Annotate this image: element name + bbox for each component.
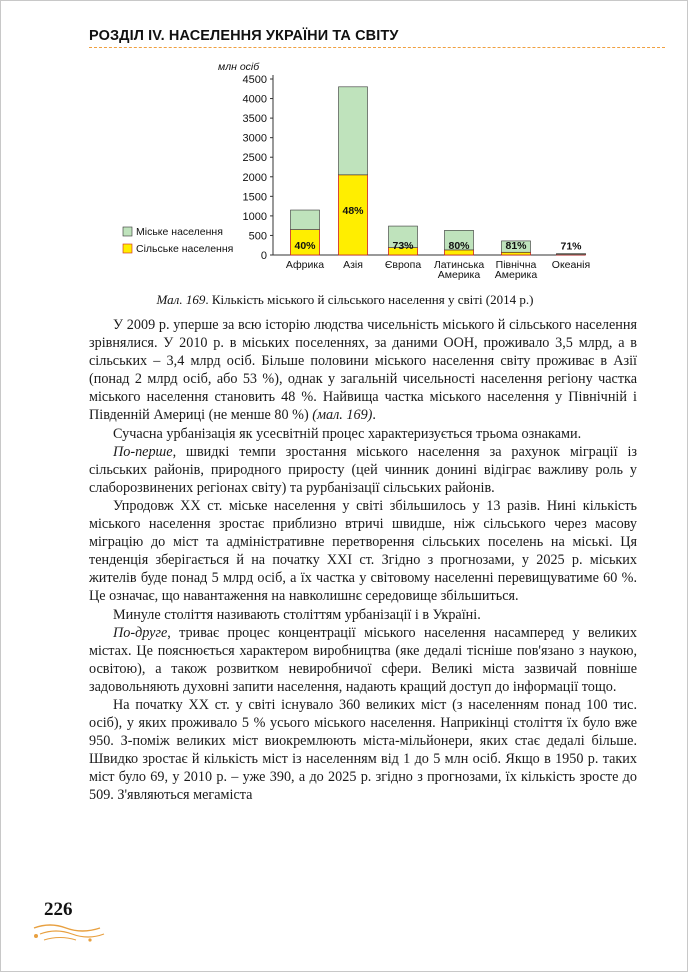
paragraph-1 <box>89 316 637 425</box>
percent-label: 71% <box>560 240 582 253</box>
category-label: Північна <box>495 259 537 271</box>
y-tick-label: 3500 <box>242 113 267 126</box>
paragraph-1-text: У 2009 р. уперше за всю історію людства чисельність міського й сільського населення зрівнялися. У 2010 р. в міських поселеннях, за даними ООН, проживало 3,5 млрд, а в сільських – 3,4 млрд осіб. Більше половини міського населення світу проживає в Азії (понад 2 млрд осіб, або 53 %), однак у загальній чисельності населення регіону частка міського населення становить 48 %. Найвища частка міського населення у Північній і Південній Америці (не менше 80 %) <box>89 317 637 424</box>
y-tick-label: 0 <box>260 250 267 262</box>
category-label: Америка <box>494 269 538 281</box>
y-tick-label: 1500 <box>242 191 267 204</box>
body-text <box>89 316 637 805</box>
percent-label: 48% <box>342 204 364 217</box>
paragraph-3 <box>89 443 637 497</box>
percent-label: 80% <box>448 240 470 252</box>
category-label: Латинська <box>433 259 485 271</box>
paragraph-4: Упродовж XX ст. міське населення у світі збільшилось у 13 разів. Нині кількість міського населення зростає приблизно втричі швидше, ніж сільського через масову міграцію до міст та адміністративне перетворення сільських поселень на міські. Ця тенденція зберігається й на початку XXI ст. Згідно з прогнозами, у 2025 р. міських жителів буде понад 5 млрд осіб, а їх частка у світовому населенні перевищуватиме 60 %. Це означає, що навантаження на навколишнє середовище збільшиться. <box>89 497 637 605</box>
percent-label: 40% <box>294 240 316 252</box>
legend-label: Сільське населення <box>136 243 234 255</box>
section-header: РОЗДІЛ IV. НАСЕЛЕННЯ УКРАЇНИ ТА СВІТУ <box>89 28 399 44</box>
paragraph-5: Минуле століття називають століттям урбанізації і в Україні. <box>113 606 481 623</box>
paragraph-3-text: , швидкі темпи зростання міського населення за рахунок міграції із сільських районів, природного приросту (цей чинник донині відіграє важливу роль у слаборозвинених регіонах світу) та рурбанізації сільських районів. <box>89 443 637 496</box>
y-tick-label: 500 <box>248 230 267 243</box>
category-label: Океанія <box>551 259 591 271</box>
page-number: 226 <box>44 899 73 920</box>
legend-label: Міське населення <box>136 226 223 238</box>
y-tick-label: 3000 <box>242 132 267 145</box>
bar-rural-4 <box>502 252 531 255</box>
bar-urban-5 <box>557 254 586 255</box>
figure-caption <box>0 292 690 308</box>
paragraph-2: Сучасна урбанізація як усесвітній процес характеризується трьома ознаками. <box>113 425 582 442</box>
category-label: Америка <box>437 269 481 281</box>
paragraph-6-text: , триває процес концентрації міського населення насамперед у великих містах. Це пояснюється характером виробництва (яке дедалі тісніше пов'язано з наукою, освітою), а також розвитком невиробничої сфери. Великі міста зазвичай повніше задовольняють духовні запити населення, надають кращий доступ до інформації тощо. <box>89 624 637 695</box>
paragraph-7: На початку XX ст. у світі існувало 360 великих міст (з населенням понад 100 тис. осіб), у яких проживало 5 % усього міського населення. Наприкінці століття їх було вже 950. З-поміж великих міст виокремлюють міста-мільйонери, яких стає дедалі більше. Швидко зростає й кількість міст із населенням від 1 до 5 млн осіб. Якщо в 1950 р. таких міст було 69, у 2010 р. – уже 390, а до 2025 р. згідно з прогнозами, їх кількість зросте до 509. З'являються мегаміста <box>89 696 637 804</box>
page-ornament-icon <box>30 920 110 946</box>
y-tick-label: 2500 <box>242 152 267 165</box>
percent-label: 81% <box>505 240 527 252</box>
category-label: Азія <box>343 259 363 271</box>
y-axis-label: млн осіб <box>218 61 260 73</box>
population-chart <box>0 0 690 292</box>
bar-urban-0 <box>291 210 320 230</box>
y-tick-label: 4000 <box>242 93 267 106</box>
paragraph-1-end: . <box>372 407 376 424</box>
paragraph-6-lead: По-друге <box>113 624 168 641</box>
legend-swatch <box>123 227 132 236</box>
paragraph-3-lead: По-перше <box>113 443 173 460</box>
figure-reference: (мал. 169) <box>312 407 373 424</box>
bar-urban-1 <box>339 87 368 175</box>
legend-swatch <box>123 244 132 253</box>
y-tick-label: 1000 <box>242 210 267 223</box>
category-label: Європа <box>384 259 422 271</box>
y-tick-label: 4500 <box>242 74 267 86</box>
figure-caption-text: . Кількість міського й сільського населення у світі (2014 р.) <box>205 292 534 307</box>
percent-label: 73% <box>392 240 414 252</box>
category-label: Африка <box>285 259 325 271</box>
figure-caption-label: Мал. 169 <box>156 292 206 307</box>
y-tick-label: 2000 <box>242 171 267 184</box>
paragraph-6 <box>89 624 637 696</box>
